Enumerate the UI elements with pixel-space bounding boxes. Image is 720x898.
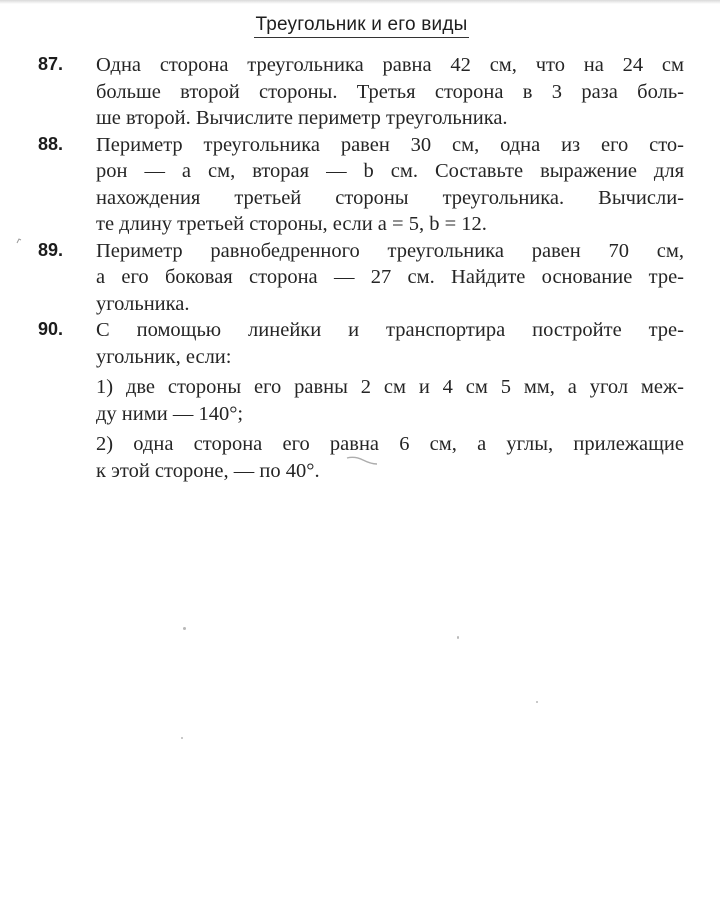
problem-number: 88. <box>38 133 64 154</box>
sub-item-line: ду ними — 140°; <box>96 402 244 425</box>
problem-line: Периметр треугольника равен 30 см, одна из его сто- <box>96 133 684 156</box>
scan-speck <box>181 737 183 739</box>
problem-87 <box>0 52 720 132</box>
section-heading <box>0 14 720 38</box>
sub-item-line: к этой стороне, — по 40°. <box>96 459 320 482</box>
problem-line: С помощью линейки и транспортира постройте тре- <box>96 319 684 341</box>
scan-mark <box>16 236 22 242</box>
problem-line: нахождения третьей стороны треугольника. Вычисли- <box>96 186 684 209</box>
problem-line: больше второй стороны. Третья сторона в 3 раза боль- <box>96 80 684 103</box>
scan-speck <box>536 701 538 703</box>
scan-edge <box>0 0 720 4</box>
problem-line: рон — a см, вторая — b см. Составьте выражение для <box>96 160 684 182</box>
scan-speck <box>183 627 186 630</box>
problem-number: 90. <box>38 319 64 339</box>
sub-item-line: 1) две стороны его равны 2 см и 4 см 5 мм, а угол меж- <box>96 376 684 398</box>
problem-line: угольник, если: <box>96 345 232 368</box>
problem-line: Одна сторона треугольника равна 42 см, что на 24 см <box>96 54 684 76</box>
problem-number: 87. <box>38 54 64 74</box>
section-title: Треугольник и его виды <box>254 14 470 38</box>
problem-89 <box>0 238 720 318</box>
problem-line: ше второй. Вычислите периметр треугольника. <box>96 107 508 129</box>
problem-line: а его боковая сторона — 27 см. Найдите основание тре- <box>96 266 684 288</box>
problem-line: угольника. <box>96 292 190 315</box>
problem-list <box>0 52 720 484</box>
scan-smudge <box>345 452 379 466</box>
problem-88 <box>0 132 720 238</box>
problem-number: 89. <box>38 239 64 260</box>
problem-line: те длину третьей стороны, если a = 5, b = 12. <box>96 213 487 235</box>
sub-item-line: 2) одна сторона его равна 6 см, а углы, прилежащие <box>96 433 684 455</box>
scan-speck <box>457 636 459 639</box>
problem-line: Периметр равнобедренного треугольника равен 70 см, <box>96 239 684 262</box>
